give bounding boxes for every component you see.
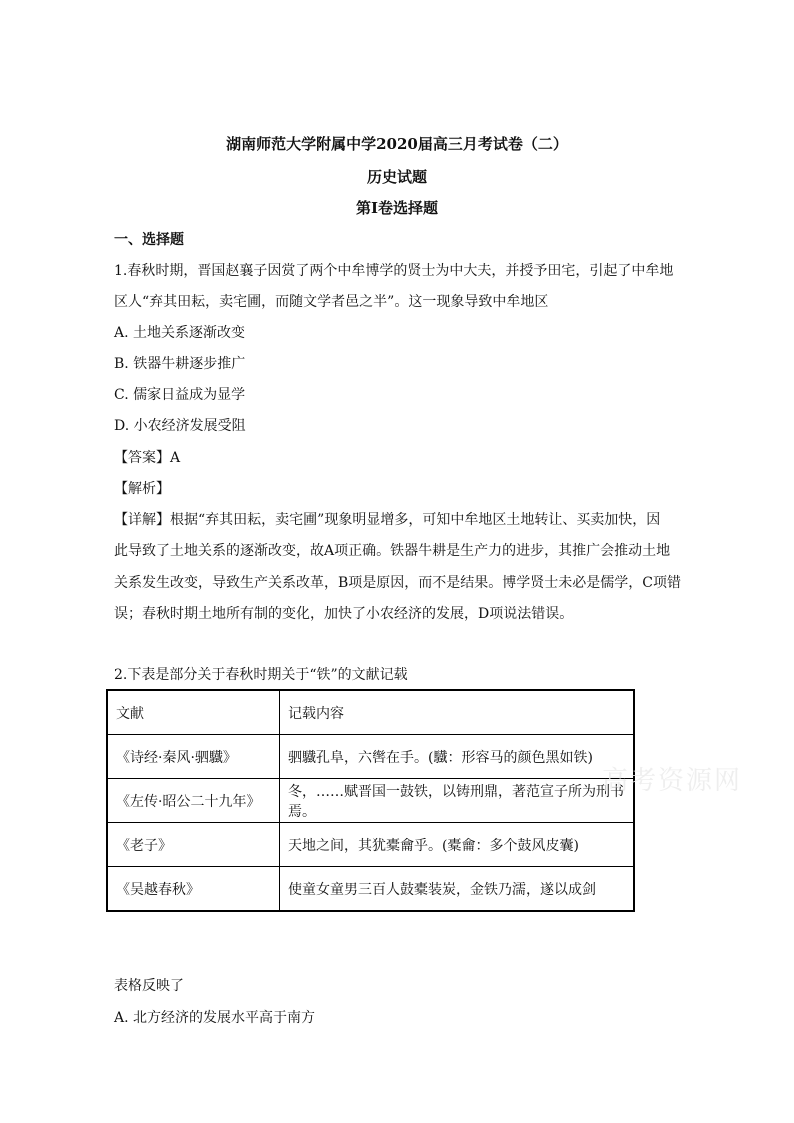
table-cell-source: 《吴越春秋》	[107, 867, 280, 912]
table-cell-content: 冬，……赋晋国一鼓铁，以铸刑鼎，著范宣子所为刑书焉。	[280, 779, 635, 823]
q1-option-b: B. 铁器牛耕逐步推广	[114, 356, 246, 372]
table-cell-source: 《老子》	[107, 823, 280, 867]
q1-option-a: A. 土地关系逐渐改变	[114, 325, 246, 341]
q1-answer: 【答案】A	[114, 450, 181, 466]
table-cell-content: 天地之间，其犹橐龠乎。(橐龠：多个鼓风皮囊)	[280, 823, 635, 867]
section-heading: 一、选择题	[114, 232, 184, 248]
table-cell-source: 《左传·昭公二十九年》	[107, 779, 280, 823]
q2-option-a: A. 北方经济的发展水平高于南方	[114, 1010, 316, 1026]
exam-title: 湖南师范大学附属中学2020届高三月考试卷（二）	[226, 135, 568, 153]
table-header-cell: 文献	[107, 690, 280, 735]
table-row	[107, 779, 634, 823]
part-title: 第Ⅰ卷选择题	[355, 199, 439, 217]
table-header-cell: 记载内容	[280, 690, 635, 735]
table-header-row	[107, 690, 634, 735]
table-row	[107, 735, 634, 779]
watermark: 高考资源网	[602, 766, 743, 796]
subject-title: 历史试题	[366, 168, 427, 186]
q1-stem-line-2: 区人“弃其田耘，卖宅圃，而随文学者邑之半”。这一现象导致中牟地区	[114, 294, 549, 310]
table-row	[107, 867, 634, 912]
iron-records-table	[106, 689, 635, 912]
q1-analysis-label: 【解析】	[114, 481, 170, 497]
q1-option-c: C. 儒家日益成为显学	[114, 387, 246, 403]
q1-detail-line-3: 关系发生改变，导致生产关系改革，B项是原因，而不是结果。博学贤士未必是儒学，C项错	[114, 575, 681, 591]
table-cell-source: 《诗经·秦风·驷驖》	[107, 735, 280, 779]
table-row	[107, 823, 634, 867]
q1-detail-line-1: 【详解】根据“弃其田耘，卖宅圃”现象明显增多，可知中牟地区土地转让、买卖加快，因	[114, 512, 661, 528]
table-cell-content: 使童女童男三百人鼓橐装炭，金铁乃濡，遂以成剑	[280, 867, 635, 912]
table-cell-content: 驷驖孔阜，六辔在手。(驖：形容马的颜色黑如铁)	[280, 735, 635, 779]
q1-detail-line-4: 误；春秋时期土地所有制的变化，加快了小农经济的发展，D项说法错误。	[114, 606, 574, 622]
q1-option-d: D. 小农经济发展受阻	[114, 418, 246, 434]
q1-stem-line-1: 1.春秋时期，晋国赵襄子因赏了两个中牟博学的贤士为中大夫，并授予田宅，引起了中牟地	[114, 263, 674, 279]
q2-stem: 2.下表是部分关于春秋时期关于“铁”的文献记载	[114, 667, 408, 683]
q2-prompt: 表格反映了	[114, 978, 184, 994]
q1-detail-line-2: 此导致了土地关系的逐渐改变，故A项正确。铁器牛耕是生产力的进步，其推广会推动土地	[114, 543, 671, 559]
